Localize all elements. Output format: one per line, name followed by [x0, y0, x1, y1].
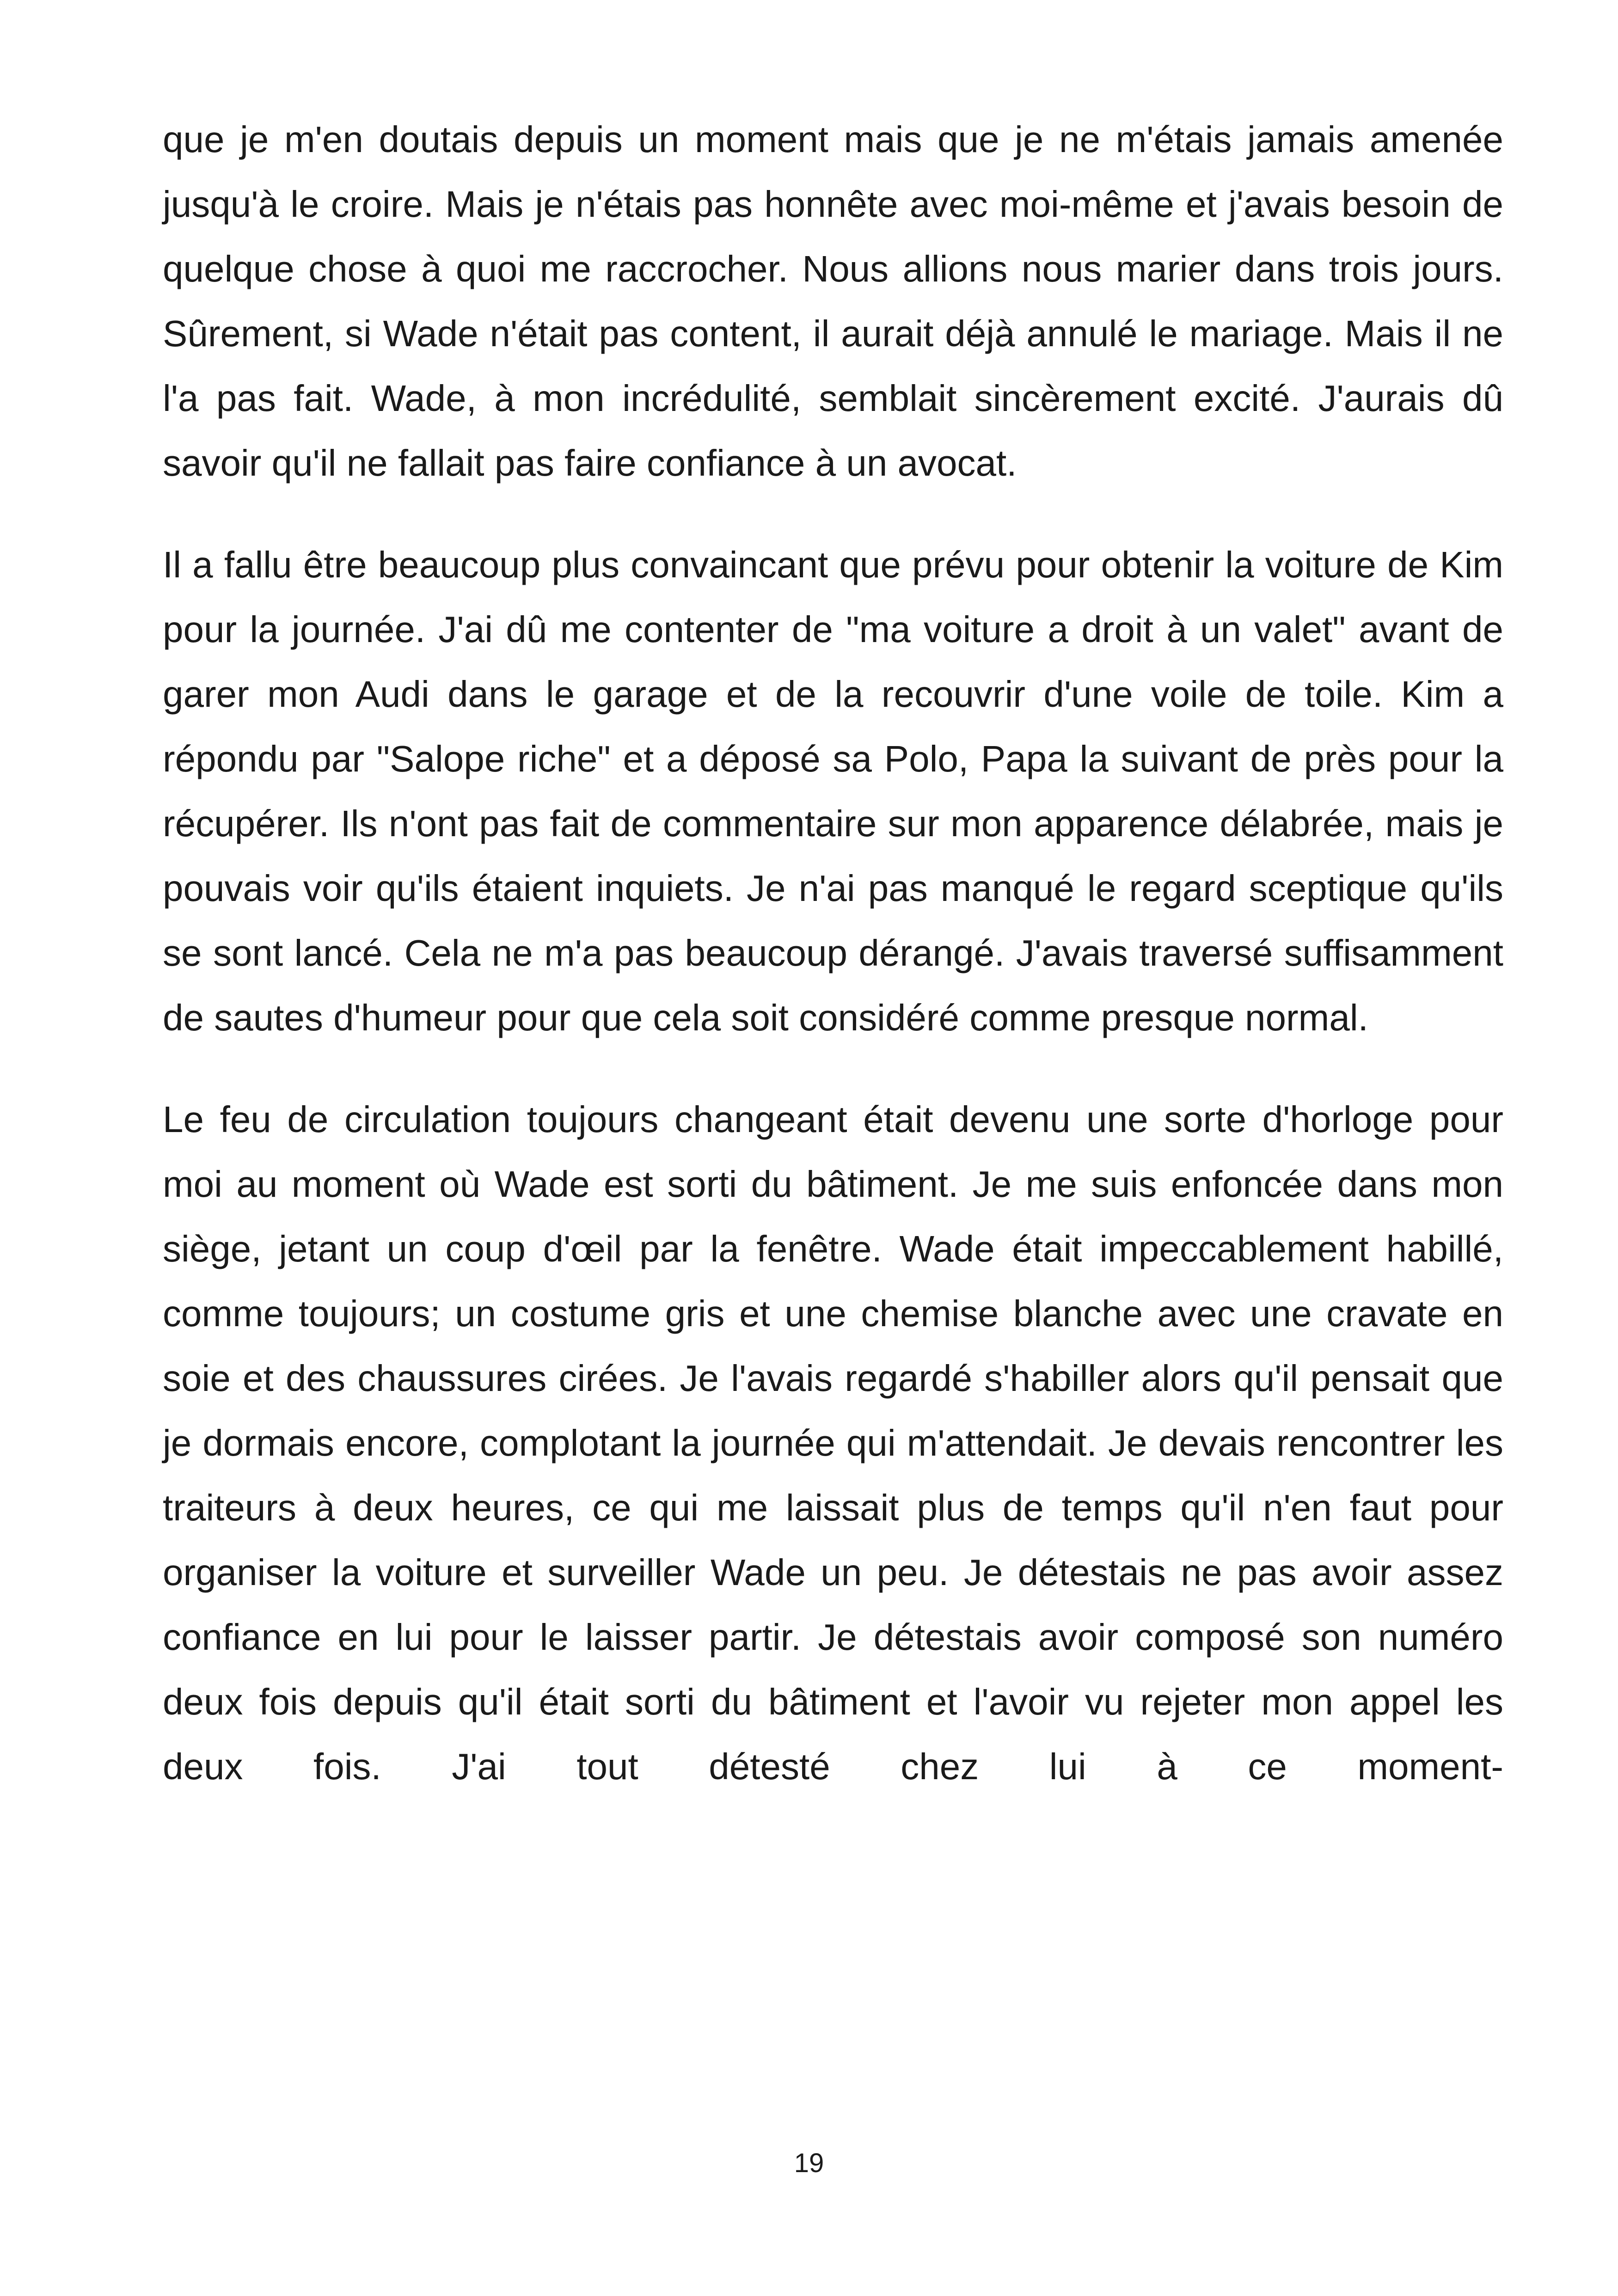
- page-number: 19: [794, 2148, 824, 2178]
- paragraph-3: Le feu de circulation toujours changeant était devenu une sorte d'horloge pour moi au moment où Wade est sorti du bâtiment. Je me suis enfoncée dans mon siège, jetant un coup d'œil par la fenêtre. Wade était impeccablement habillé, comme toujours; un costume gris et une chemise blanche avec une cravate en soie et des chaussures cirées. Je l'avais regardé s'habiller alors qu'il pensait que je dormais encore, complotant la journée qui m'attendait. Je devais rencontrer les traiteurs à deux heures, ce qui me laissait plus de temps qu'il n'en faut pour organiser la voiture et surveiller Wade un peu. Je détestais ne pas avoir assez confiance en lui pour le laisser partir. Je détestais avoir composé son numéro deux fois depuis qu'il était sorti du bâtiment et l'avoir vu rejeter mon appel les deux fois. J'ai tout détesté chez lui à ce moment-: [163, 1099, 1503, 1787]
- paragraph-2: Il a fallu être beaucoup plus convaincant que prévu pour obtenir la voiture de Kim pour la journée. J'ai dû me contenter de "ma voiture a droit à un valet" avant de garer mon Audi dans le garage et de la recouvrir d'une voile de toile. Kim a répondu par "Salope riche" et a déposé sa Polo, Papa la suivant de près pour la récupérer. Ils n'ont pas fait de commentaire sur mon apparence délabrée, mais je pouvais voir qu'ils étaient inquiets. Je n'ai pas manqué le regard sceptique qu'ils se sont lancé. Cela ne m'a pas beaucoup dérangé. J'avais traversé suffisamment de sautes d'humeur pour que cela soit considéré comme presque normal.: [163, 544, 1503, 1038]
- body-text: [163, 107, 1503, 1799]
- paragraph-1: que je m'en doutais depuis un moment mais que je ne m'étais jamais amenée jusqu'à le croire. Mais je n'étais pas honnête avec moi-même et j'avais besoin de quelque chose à quoi me raccrocher. Nous allions nous marier dans trois jours. Sûrement, si Wade n'était pas content, il aurait déjà annulé le mariage. Mais il ne l'a pas fait. Wade, à mon incrédulité, semblait sincèrement excité. J'aurais dû savoir qu'il ne fallait pas faire confiance à un avocat.: [163, 119, 1503, 484]
